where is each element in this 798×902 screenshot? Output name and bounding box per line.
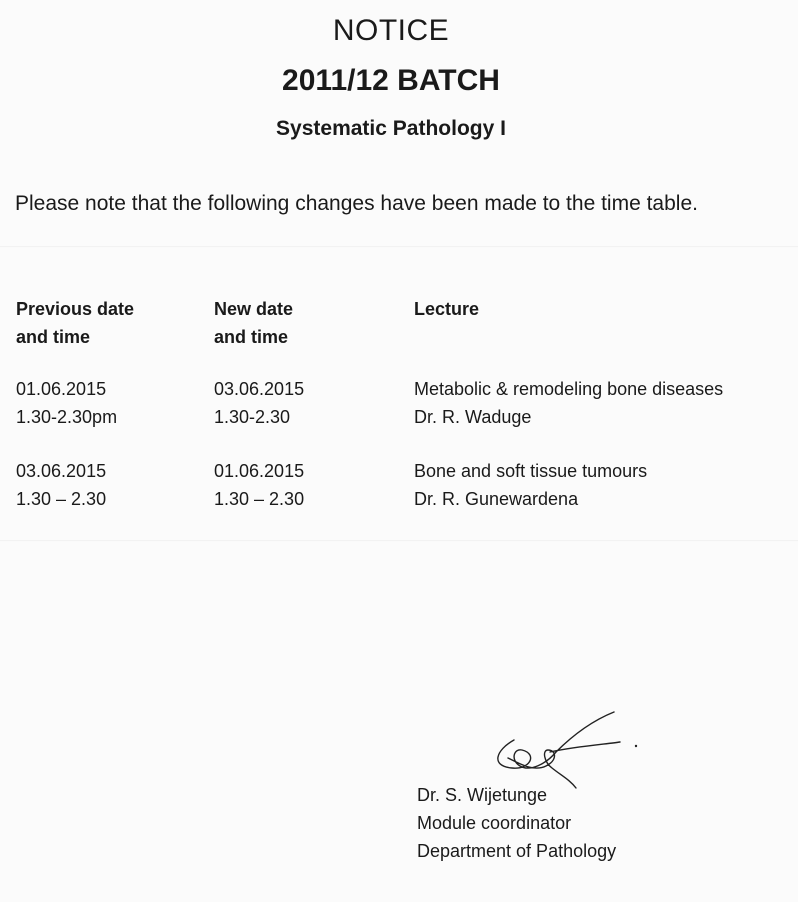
column-header-line: Lecture bbox=[414, 299, 480, 319]
paper-fold-line bbox=[0, 246, 798, 248]
signatory-name: Dr. S. Wijetunge bbox=[417, 785, 548, 805]
lecture-title: Bone and soft tissue tumours bbox=[414, 461, 648, 481]
batch-heading: 2011/12 BATCH bbox=[282, 64, 500, 97]
new-date-time bbox=[214, 457, 304, 513]
column-header-lecture bbox=[414, 295, 479, 323]
lecture-info bbox=[414, 457, 647, 513]
intro-text: Please note that the following changes have been made to the time table. bbox=[15, 192, 698, 215]
signatory-role: Module coordinator bbox=[417, 813, 572, 833]
column-header-line: and time bbox=[16, 327, 91, 347]
previous-date-time bbox=[16, 457, 106, 513]
previous-date-time bbox=[16, 375, 117, 431]
signature-block bbox=[417, 781, 616, 865]
previous-date: 01.06.2015 bbox=[16, 379, 107, 399]
new-time: 1.30-2.30 bbox=[214, 407, 291, 427]
column-header-line: and time bbox=[214, 327, 289, 347]
previous-time: 1.30 – 2.30 bbox=[16, 489, 107, 509]
column-header-new bbox=[214, 295, 293, 351]
lecture-info bbox=[414, 375, 723, 431]
new-time: 1.30 – 2.30 bbox=[214, 489, 305, 509]
paper-fold-line bbox=[0, 540, 798, 542]
notice-heading: NOTICE bbox=[332, 14, 450, 47]
column-header-line: New date bbox=[214, 299, 294, 319]
lecture-title: Metabolic & remodeling bone diseases bbox=[414, 379, 724, 399]
lecturer-name: Dr. R. Gunewardena bbox=[414, 489, 579, 509]
new-date: 01.06.2015 bbox=[214, 461, 305, 481]
previous-date: 03.06.2015 bbox=[16, 461, 107, 481]
new-date: 03.06.2015 bbox=[214, 379, 305, 399]
column-header-line: Previous date bbox=[16, 299, 135, 319]
column-header-previous bbox=[16, 295, 134, 351]
new-date-time bbox=[214, 375, 304, 431]
subject-heading: Systematic Pathology I bbox=[276, 117, 506, 140]
signatory-department: Department of Pathology bbox=[417, 841, 617, 861]
lecturer-name: Dr. R. Waduge bbox=[414, 407, 532, 427]
previous-time: 1.30-2.30pm bbox=[16, 407, 118, 427]
